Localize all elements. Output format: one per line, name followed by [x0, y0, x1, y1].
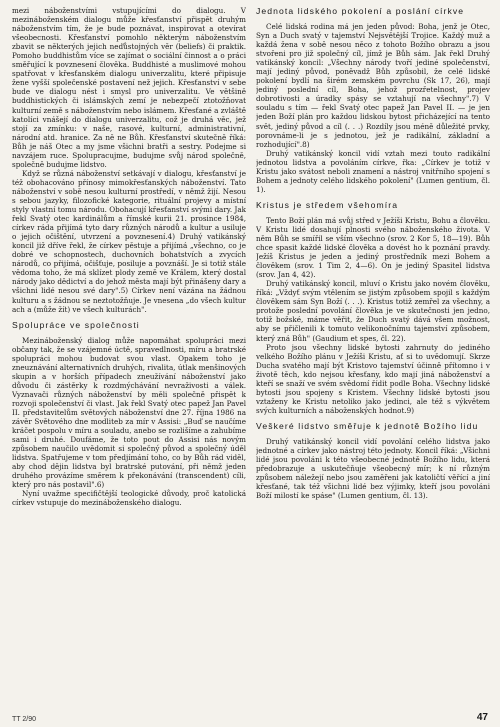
- page-number: 47: [476, 712, 488, 723]
- page-footer: [12, 712, 488, 723]
- right-column: [256, 6, 490, 706]
- paragraph: Mezináboženský dialog může napomáhat spolupráci mezi občany tak, že se vzájemné úctě, spravedlnosti, míru a bratrské spolupráci mohou budovat svou vlast. Opakem toho je zneuznávání alternativních druhých, rivalita, útlak menšinových skupin a v horších případech zneužívání náboženství jako důvodu či zástěrky k rozdmýchávání nevraživosti a válek. Vyznavači různých náboženství by měli společně přispět k rozvoji společenství či vlast. Jak řekl Svatý otec papež Jan Pavel II. představitelům světových náboženství dne 27. října 1986 na závěr Světového dne modliteb za mír v Assisi: „Buď se naučíme kráčet pospolu v míru a souladu, anebo se rozlišíme a zahubíme sami i druhé. Doufáme, že toto pout do Assisi nás novým způsobem naučilo uvědomit si společný původ a společný úděl lidstva. Spatřujeme v tom předjímání toho, co by Bůh rád viděl, aby chod dějin lidstva byl bratrské putování, při němž jeden druhého provázíme směrem k překonávání (transcendent) cíli, který pro nás postavil".6): [12, 335, 246, 490]
- paragraph: Proto jsou všechny lidské bytosti zahrnuty do jediného velkého Božího plánu v Ježíši Kristu, ať si to uvědomují. Skrze Ducha svatého mají být Kristovo tajemství účinně přítomno i v životě těch, kdo nejsou křesťany, kdo mají jiná náboženství a kteří se snaží ve svém svědomí řídit podle Boha. Všechny lidské bytosti jsou spojeny s Kristem. Všechny lidské bytosti jsou vztaženy ke Kristu netoliko jako jedinci, ale též s výkvětem svých kulturních a náboženských hodnot.9): [256, 342, 490, 415]
- section-heading: Jednota lidského pokolení a poslání církve: [256, 6, 465, 16]
- section-heading: Kristus je středem všehomíra: [256, 199, 399, 210]
- paragraph: Druhý vatikánský koncil vidí vztah mezi touto radikální jednotou lidstva a povoláním církve, řka: „Církev je totiž v Kristu jako svátost neboli znamení a nástroj vnitřního spojení s Bohem a jednoty celého lidského pokolení" (Lumen gentium, čl. 1).: [256, 148, 490, 194]
- paragraph: Když se různá náboženství setkávají v dialogu, křesťanství je též obohacováno přínosy mimokřesťanských náboženství. Tato náboženství v sobě nesou kulturní prostředí, v němž žijí. Nesou s sebou jazyky, filozofické kategorie, rituální projevy a místní styly vlastní tomu národu. Obohacují křesťanství svými dary. Jak řekl Svatý otec kardinálům a římské kurii 21. prosince 1984, církev ráda přijímá tyto dary různých národů a kultur a usiluje o jejich očištění, utvrzení a povznesení.4) Druhý vatikánský koncil již dříve řekl, že církev pěstuje a přijímá „všechno, co je dobré ve schopnostech, duchovních bohatstvích a zvycích národů, co přijímá, očišťuje, posiluje a povznáší. Je si totiž stále vědoma toho, že má sklízet plody země ve Králem, který dostal národy jako dědictví a do jehož města mají být přinášeny dary a všichni lidé nesou své dary".5) Církev není vázána na žádnou kulturu a s žádnou se neztotožňuje. Je vnesena „do všech kultur ach a (může žít) ve všech kulturách".: [12, 168, 246, 314]
- section-heading: Spolupráce ve společnosti: [12, 319, 140, 330]
- paragraph: Nyní uvažme specifičtější teologické důvody, proč katolická církev vstupuje do mezináboženského dialogu.: [12, 489, 246, 508]
- issue-label: TT 2/90: [12, 716, 36, 723]
- paragraph: Druhý vatikánský koncil, mluví o Kristu jako novém člověku, říká: „Vždyť svým vtělením se jistým způsobem spojil s každým člověkem sám Syn Boží (. . .). Kristus totiž zemřel za všechny, a protože poslední povolání člověka je ve skutečnosti jen jedno, totiž božské, máme věřit, že Duch svatý dává všem možnost, aby se přičlenili k tomuto velikonočnímu tajemství způsobem, který zná Bůh" (Gaudium et spes, čl. 22).: [256, 279, 490, 343]
- paragraph: Celé lidská rodina má jen jeden původ: Boha, jenž je Otec, Syn a Duch svatý v tajemství Nejsvětější Trojice. Každý muž a každá žena v sobě nesou něco z tohoto Božího obrazu a jsou stvořeni pro již společný cíl, jímž je Bůh sám. Jak řekl Druhý vatikánský koncil: „Všechny národy tvoří jediné společenství, mají jediný původ, poněvadž Bůh způsobil, že celé lidské pokolení bydlí na širém zemském povrchu (Sk 17, 26), mají jediný poslední cíl, Boha, jehož prozřetelnost, projev dobrotivosti a úradky spásy se vztahují na všechny".7) V souladu s tím — řekl Svatý otec papež Jan Pavel II. — je jen jeden Boží plán pro každou lidskou bytost přicházející na tento svět, jediný původ a cíl (. . .) Rozdíly jsou méně důležité prvky, porovnáme-li je s jednotou, jež je radikální, základní a rozhodující".8): [256, 22, 490, 149]
- section-heading: Veškeré lidstvo směřuje k jednotě Božího lidu: [256, 420, 479, 431]
- paragraph: Druhý vatikánský koncil vidí povolání celého lidstva jako jednotné a církev jako nástroj této jednoty. Koncil říká: „Všichni lidé jsou povoláni k této všeobecné jednotě Božího lidu, která předobrazuje a uskutečňuje všeobecný mír; k ní různým způsobem náležejí nebo jsou zaměřeni jak katoličtí věřící a jiní křesťané, tak též všichni lidé bez výjimky, kteří jsou povoláni Boží milostí ke spáse" (Lumen gentium, čl. 13).: [256, 436, 490, 501]
- text-columns: [12, 6, 490, 706]
- left-column: [12, 6, 246, 706]
- paragraph: Tento Boží plán má svůj střed v Ježíši Kristu, Bohu a člověku. V Kristu lidé dosahují plnosti svého náboženského života. V něm Bůh se smířil se vším všechno (srov. 2 Kor 5, 18—19). Bůh chce spasit každé lidské člověka a dovést ho k poznání pravdy. Ježíš Kristus je jeden a jediný prostředník mezi Bohem a člověkem (srov. 1 Tim 2, 4—6). On je jediný Spasitel lidstva (srov. Jan 4, 42).: [256, 215, 490, 280]
- paragraph: mezi náboženstvími vstupujícími do dialogu. V mezináboženském dialogu může křesťanství přispět druhým náboženstvím tím, že je bude poznávat, inspirovat a otevírat všeobecnosti. Křesťanství pomohlo některým náboženstvím zbavit se některých jejich neďůstojných věr (beliefs) či praktik. Pomoho buddhistům více se zajímat o sociální činnost a o práci směřující k povznesení člověka. Buddhisté a muslimové mohou spatřovat v křesťanském dialogu univerzalitu, které připisuje žene vyšší společenské postavení než jejich. Křesťanství v sebe bude ve dialogu nést i smysl pro univerzalitu. Ve většině buddhistických či islámských zemí je nebezpečí ztotožňovat kulturní země s náboženstvím nebo islámem. Křesťané a zvláště katolíci vnášejí do dialogu univerzalitu, což je druhá věc, jež stojí za zmínku: v naše, rasové, kulturní, administrativní, národní atd. hranice. Za ně ne Bůh. Křesťanství skutečně říká: Bůh je náš Otec a my jsme všichni bratři a sestry. Podejme si navzájem ruce. Spolupracujme, budujme svůj národ společně, společně budujme lidstvo.: [12, 6, 246, 169]
